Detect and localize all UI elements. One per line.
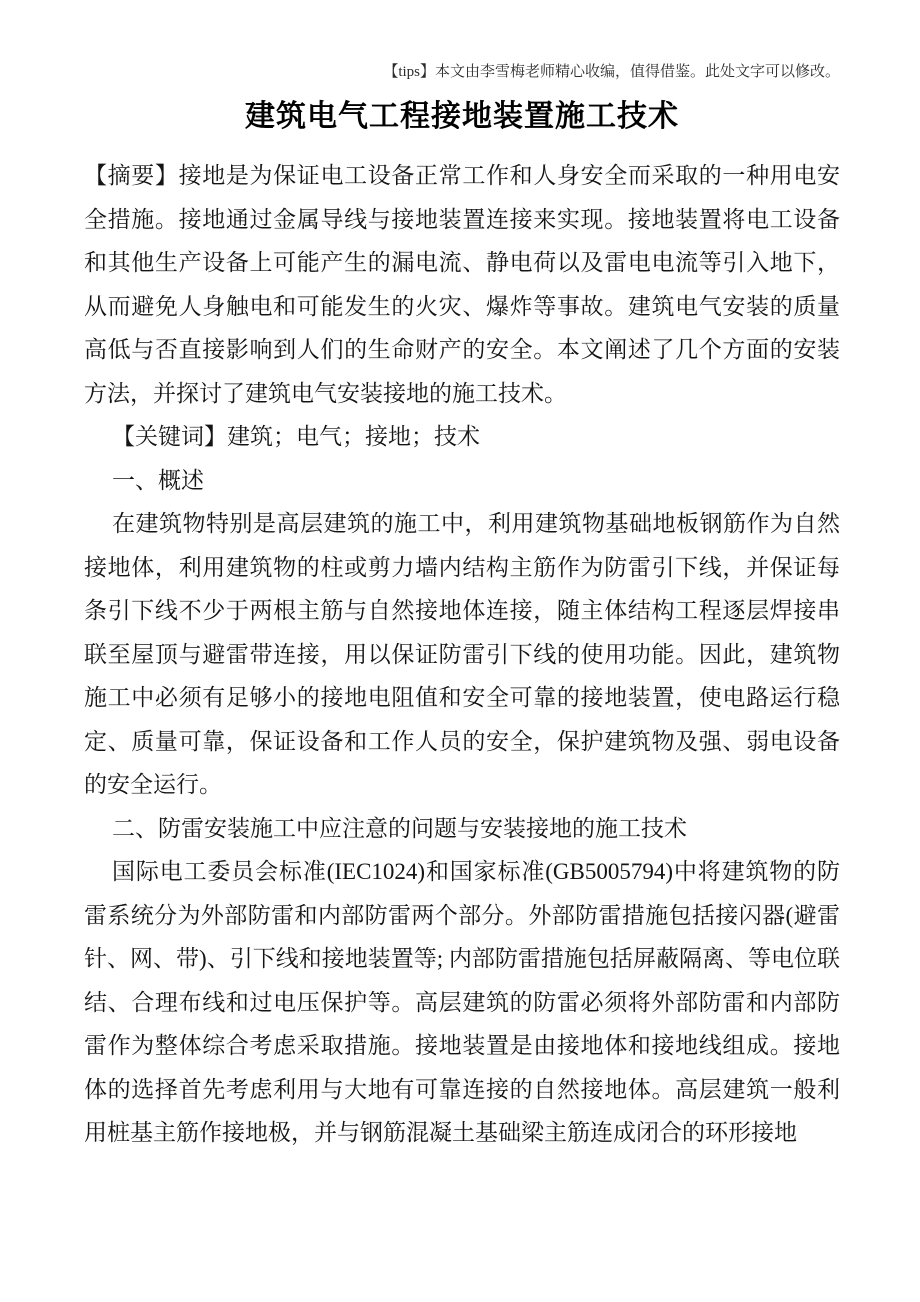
body-paragraph-1: 在建筑物特别是高层建筑的施工中，利用建筑物基础地板钢筋作为自然接地体，利用建筑物的柱或剪力墙内结构主筋作为防雷引下线，并保证每条引下线不少于两根主筋与自然接地体连接，随主体结构工程逐层焊接串联至屋顶与避雷带连接，用以保证防雷引下线的使用功能。因此，建筑物施工中必须有足够小的接地电阻值和安全可靠的接地装置，使电路运行稳定、质量可靠，保证设备和工作人员的安全，保护建筑物及强、弱电设备的安全运行。 — [84, 511, 840, 797]
editor-tip-note: 【tips】本文由李雪梅老师精心收编，值得借鉴。此处文字可以修改。 — [383, 64, 840, 80]
keywords-line: 【关键词】建筑；电气；接地；技术 — [112, 424, 480, 449]
abstract-paragraph: 【摘要】接地是为保证电工设备正常工作和人身安全而采取的一种用电安全措施。接地通过金属导线与接地装置连接来实现。接地装置将电工设备和其他生产设备上可能产生的漏电流、静电荷以及雷电电流等引入地下，从而避免人身触电和可能发生的火灾、爆炸等事故。建筑电气安装的质量高低与否直接影响到人们的生命财产的安全。本文阐述了几个方面的安装方法，并探讨了建筑电气安装接地的施工技术。 — [84, 163, 840, 406]
page-title: 建筑电气工程接地装置施工技术 — [245, 100, 679, 133]
document-body — [84, 154, 840, 1155]
section-heading-2: 二、防雷安装施工中应注意的问题与安装接地的施工技术 — [112, 815, 687, 841]
section-heading-1: 一、概述 — [112, 467, 204, 493]
body-paragraph-2: 国际电工委员会标准(IEC1024)和国家标准(GB5005794)中将建筑物的防雷系统分为外部防雷和内部防雷两个部分。外部防雷措施包括接闪器(避雷针、网、带)、引下线和接地装置等; 内部防雷措施包括屏蔽隔离、等电位联结、合理布线和过电压保护等。高层建筑的防雷必须将外部防雷和内部防雷作为整体综合考虑采取措施。接地装置是由接地体和接地线组成。接地体的选择首先考虑利用与大地有可靠连接的自然接地体。高层建筑一般利用桩基主筋作接地极，并与钢筋混凝土基础梁主筋连成闭合的环形接地 — [84, 859, 840, 1145]
